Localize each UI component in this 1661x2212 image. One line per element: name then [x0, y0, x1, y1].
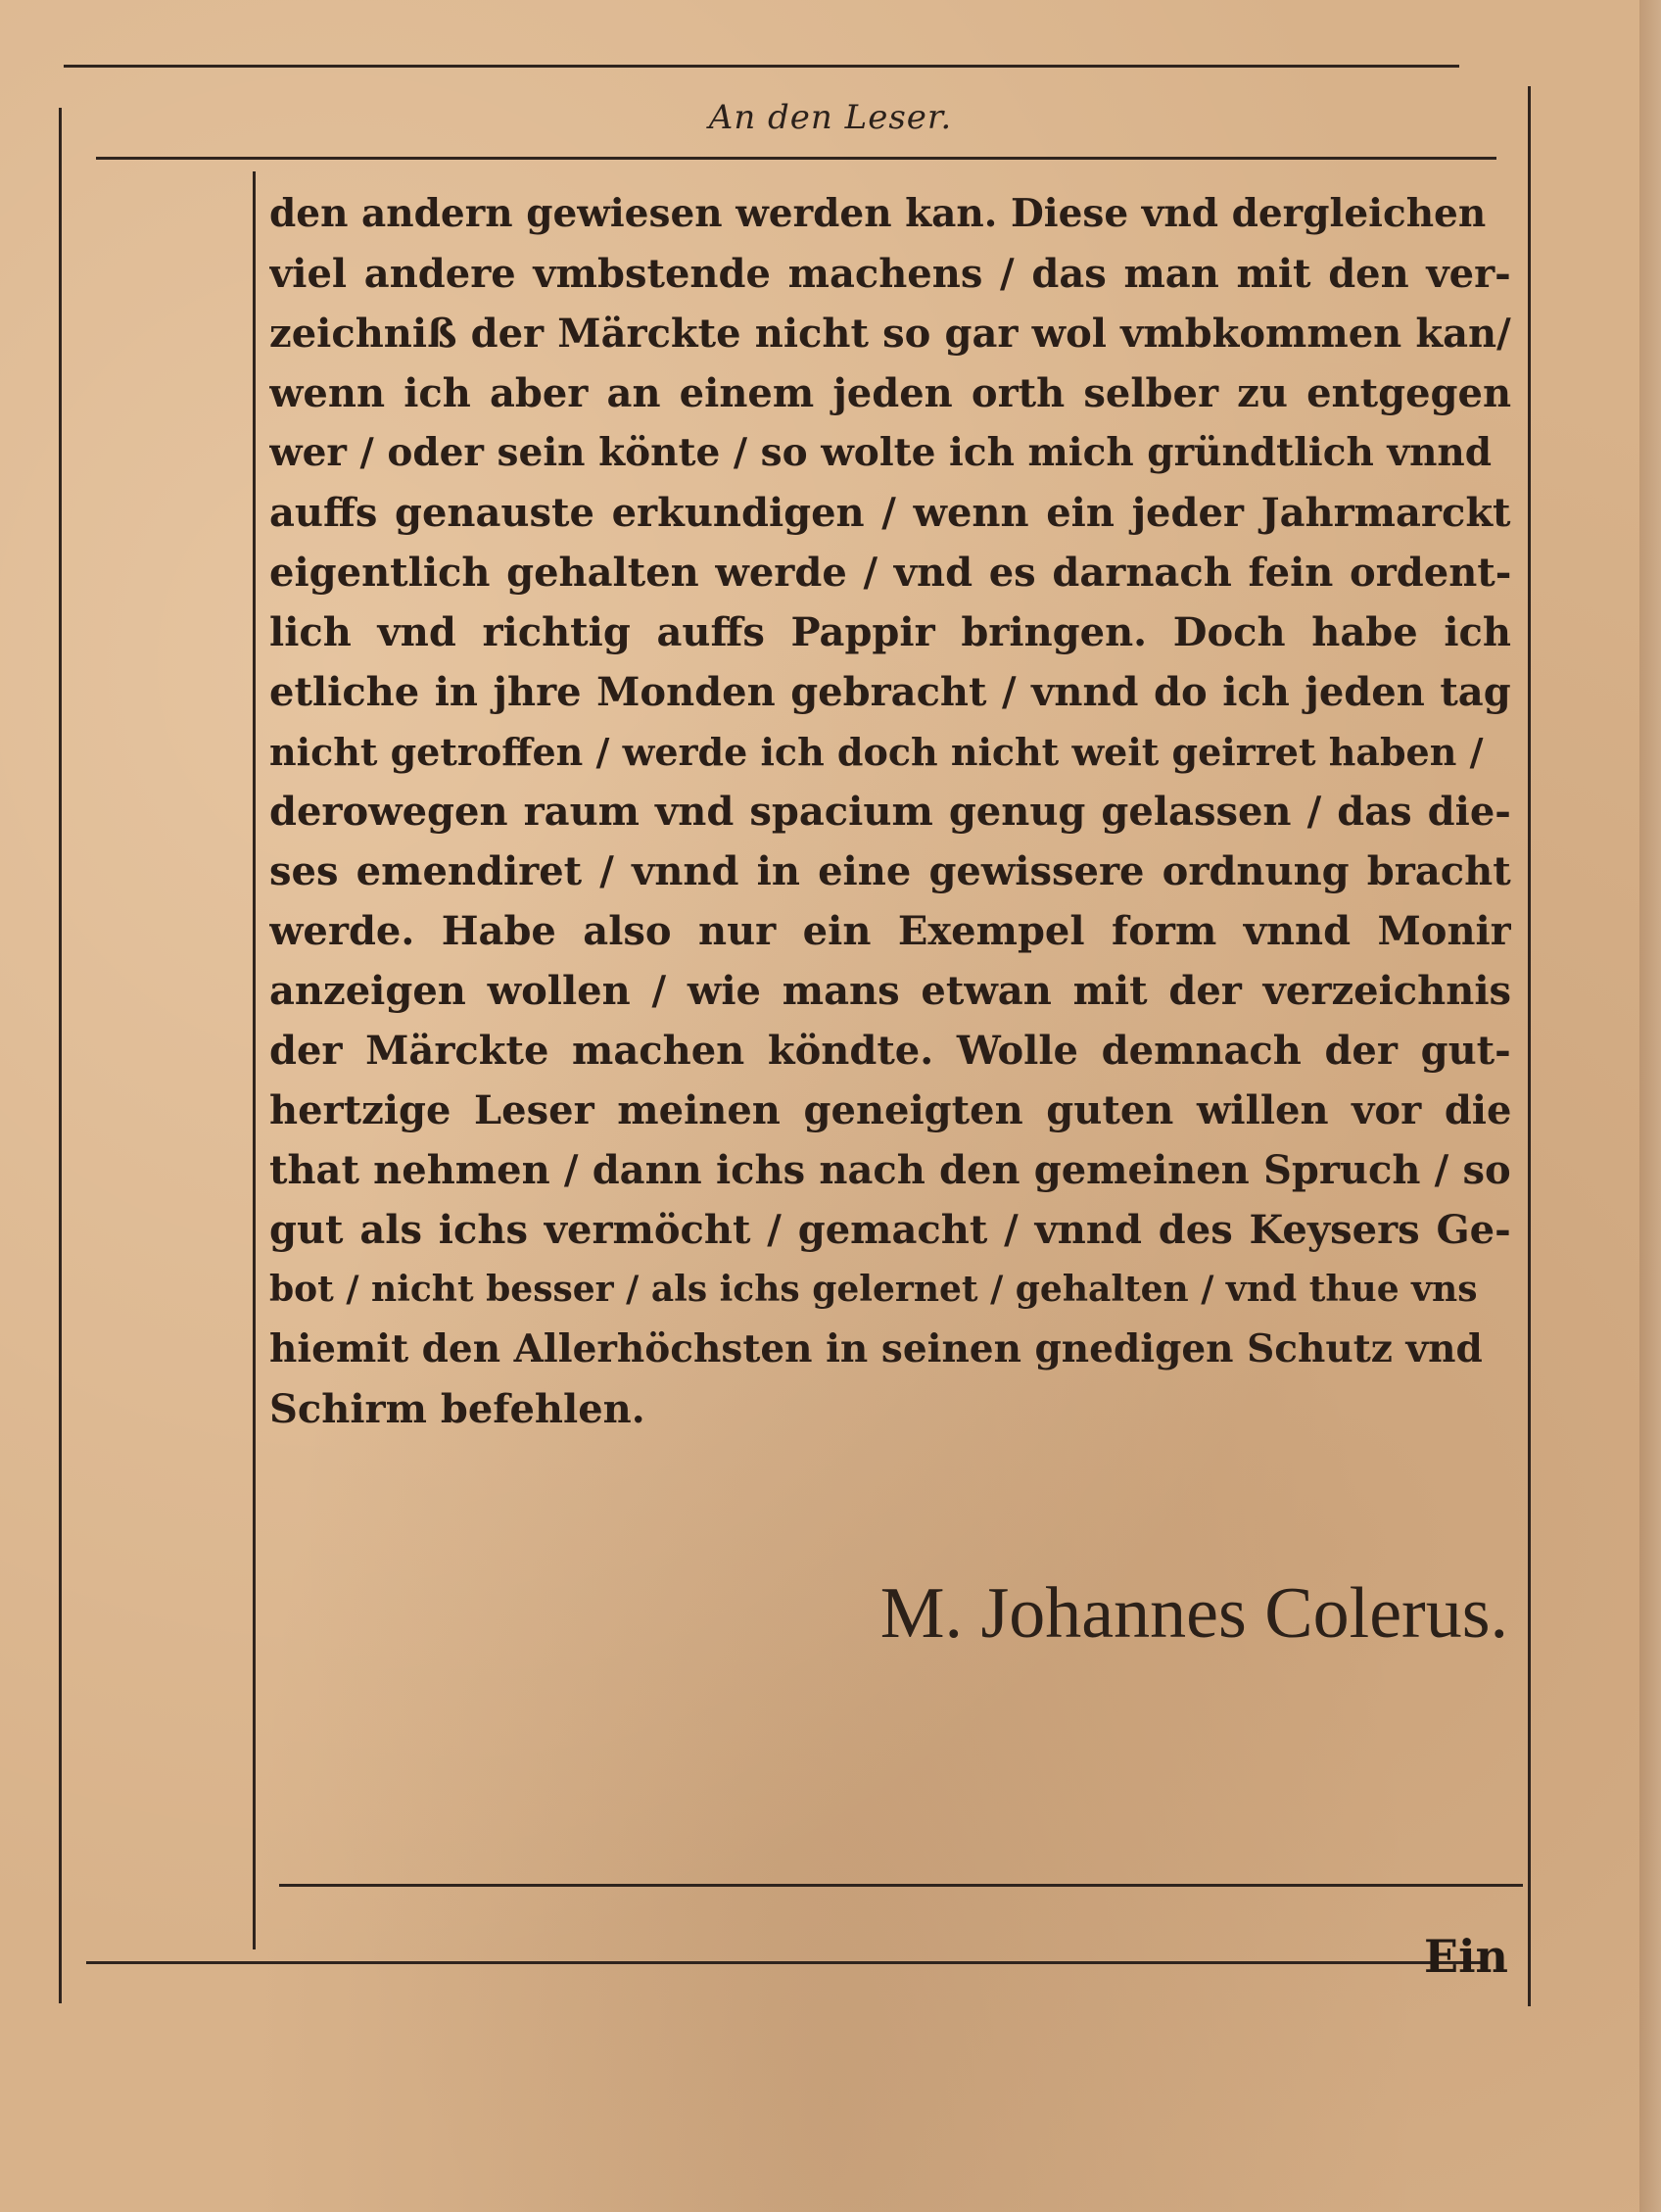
text-line: der Märckte machen köndte. Wolle demnach der gut-: [269, 1028, 1511, 1074]
text-line: etliche in jhre Monden gebracht / vnnd do ich jeden tag: [269, 669, 1511, 715]
top-rule: [64, 65, 1459, 68]
text-line: derowegen raum vnd spacium genug gelassen / das die-: [269, 789, 1511, 835]
text-line: ses emendiret / vnnd in eine gewissere ordnung bracht: [269, 848, 1511, 894]
text-line: viel andere vmbstende machens / das man mit den ver-: [269, 251, 1511, 297]
text-line: den andern gewiesen werden kan. Diese vnd dergleichen: [269, 191, 1487, 236]
catchword: Ein: [1424, 1930, 1508, 1983]
text-line: lich vnd richtig auffs Pappir bringen. Doch habe ich: [269, 609, 1511, 655]
text-line: hertzige Leser meinen geneigten guten willen vor die: [269, 1087, 1511, 1133]
author-signature: M. Johannes Colerus.: [879, 1573, 1508, 1654]
text-line: anzeigen wollen / wie mans etwan mit der verzeichnis: [269, 968, 1511, 1014]
body-text: [269, 184, 1511, 1439]
header-rule: [96, 157, 1496, 160]
text-line: wenn ich aber an einem jeden orth selber zu entgegen: [269, 370, 1511, 416]
text-line: wer / oder sein könte / so wolte ich mich gründtlich vnnd: [269, 430, 1493, 475]
text-line: nicht getroffen / werde ich doch nicht weit geirret haben /: [269, 730, 1484, 774]
text-line: bot / nicht besser / als ichs gelernet / gehalten / vnd thue vns: [269, 1269, 1478, 1310]
page-edge: [1639, 0, 1661, 2212]
text-line: eigentlich gehalten werde / vnd es darnach fein ordent-: [269, 550, 1511, 596]
running-header: An den Leser.: [708, 98, 953, 137]
outer-right-rule: [1528, 86, 1531, 2006]
inner-left-rule: [253, 171, 256, 1949]
bottom-outer-rule: [86, 1961, 1487, 1964]
outer-left-rule: [59, 108, 62, 2003]
bottom-inner-rule: [279, 1884, 1523, 1887]
text-line: hiemit den Allerhöchsten in seinen gnedigen Schutz vnd: [269, 1326, 1483, 1371]
text-line: auffs genauste erkundigen / wenn ein jeder Jahrmarckt: [269, 490, 1511, 536]
text-line: werde. Habe also nur ein Exempel form vnnd Monir: [269, 908, 1511, 954]
text-line: gut als ichs vermöcht / gemacht / vnnd des Keysers Ge-: [269, 1207, 1511, 1253]
text-line: zeichniß der Märckte nicht so gar wol vmbkommen kan/: [269, 311, 1511, 357]
text-line: that nehmen / dann ichs nach den gemeinen Spruch / so: [269, 1147, 1511, 1193]
text-line: Schirm befehlen.: [269, 1386, 645, 1432]
